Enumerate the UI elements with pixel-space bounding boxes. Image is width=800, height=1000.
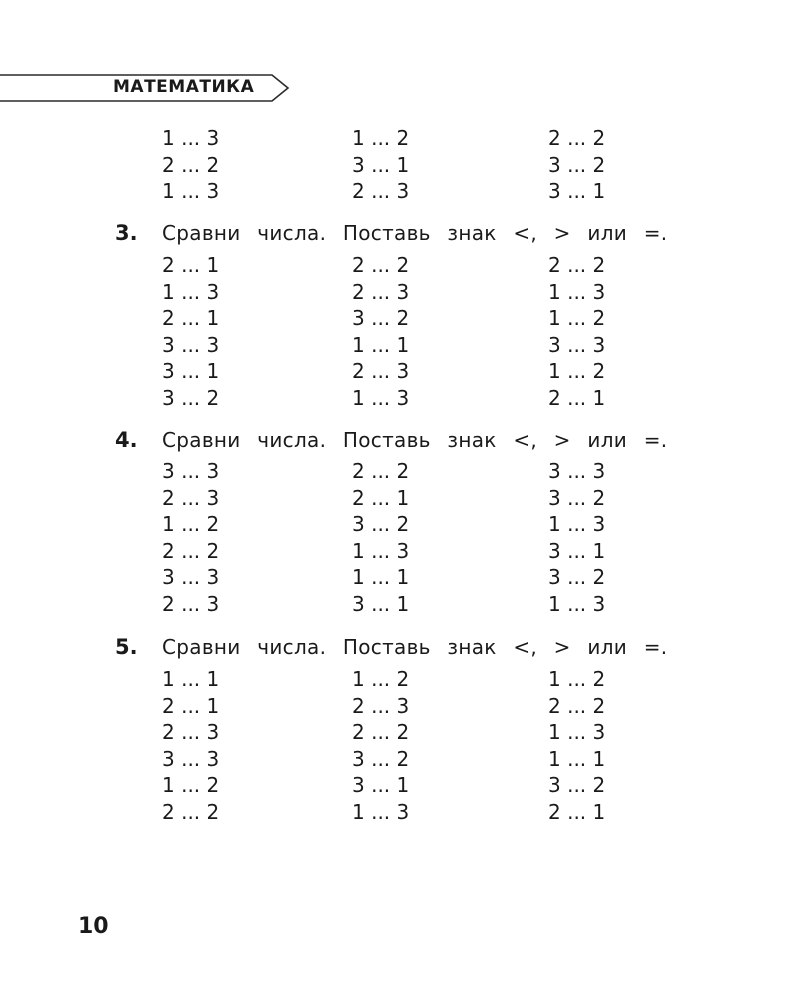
comparison-item: 1 ... 2 [352, 126, 410, 150]
task-5-grid [162, 666, 682, 826]
comparison-item: 2 ... 3 [162, 591, 220, 616]
section-title: МАТЕМАТИКА [113, 77, 255, 97]
comparison-row [162, 458, 682, 485]
section-header [0, 72, 290, 102]
comparison-item: 3 ... 3 [548, 332, 606, 357]
comparison-row [162, 332, 682, 359]
comparison-item: 1 ... 1 [352, 332, 410, 357]
comparison-item: 1 ... 1 [352, 565, 410, 590]
comparison-item: 1 ... 3 [548, 279, 606, 304]
task-instruction: Сравни числа. Поставь знак <, > или =. [162, 221, 668, 245]
comparison-grid-continued [162, 125, 682, 205]
comparison-item: 3 ... 3 [162, 459, 220, 483]
comparison-row [162, 666, 682, 693]
comparison-item: 2 ... 1 [162, 693, 220, 718]
comparison-item: 3 ... 3 [162, 332, 220, 357]
comparison-item: 2 ... 2 [352, 459, 410, 483]
comparison-item: 2 ... 1 [548, 799, 606, 824]
comparison-item: 1 ... 2 [548, 306, 606, 331]
comparison-item: 2 ... 2 [548, 253, 606, 277]
comparison-item: 2 ... 3 [352, 279, 410, 304]
comparison-item: 1 ... 3 [548, 512, 606, 537]
comparison-item: 3 ... 3 [162, 565, 220, 590]
comparison-item: 2 ... 2 [352, 720, 410, 745]
comparison-item: 1 ... 2 [162, 773, 220, 798]
comparison-item: 2 ... 1 [162, 306, 220, 331]
comparison-row [162, 252, 682, 279]
comparison-row [162, 125, 682, 152]
comparison-item: 1 ... 3 [548, 591, 606, 616]
comparison-item: 2 ... 2 [548, 126, 606, 150]
comparison-item: 2 ... 3 [352, 359, 410, 384]
comparison-item: 3 ... 2 [548, 152, 606, 177]
comparison-item: 1 ... 2 [548, 359, 606, 384]
task-number: 4. [115, 428, 138, 452]
comparison-row [162, 358, 682, 385]
comparison-item: 2 ... 3 [162, 485, 220, 510]
comparison-item: 1 ... 3 [352, 385, 410, 410]
comparison-row [162, 485, 682, 512]
comparison-item: 2 ... 2 [548, 693, 606, 718]
comparison-item: 3 ... 1 [548, 538, 606, 563]
task-instruction: Сравни числа. Поставь знак <, > или =. [162, 428, 668, 452]
comparison-item: 3 ... 1 [352, 152, 410, 177]
comparison-item: 2 ... 1 [548, 385, 606, 410]
comparison-item: 2 ... 2 [162, 538, 220, 563]
comparison-item: 2 ... 2 [162, 152, 220, 177]
task-instruction: Сравни числа. Поставь знак <, > или =. [162, 635, 668, 659]
comparison-item: 1 ... 1 [548, 746, 606, 771]
comparison-item: 2 ... 2 [352, 253, 410, 277]
comparison-item: 3 ... 2 [162, 385, 220, 410]
comparison-row [162, 279, 682, 306]
comparison-row [162, 564, 682, 591]
comparison-item: 2 ... 2 [162, 799, 220, 824]
comparison-row [162, 799, 682, 826]
task-number: 3. [115, 221, 138, 245]
page-number: 10 [78, 914, 109, 939]
comparison-item: 2 ... 3 [352, 179, 410, 204]
comparison-row [162, 511, 682, 538]
comparison-item: 1 ... 3 [162, 279, 220, 304]
task-number: 5. [115, 635, 138, 659]
comparison-row [162, 385, 682, 412]
comparison-row [162, 693, 682, 720]
comparison-item: 1 ... 3 [162, 126, 220, 150]
comparison-item: 2 ... 3 [162, 720, 220, 745]
comparison-row [162, 178, 682, 205]
comparison-item: 3 ... 2 [352, 512, 410, 537]
comparison-item: 3 ... 2 [548, 485, 606, 510]
comparison-row [162, 719, 682, 746]
comparison-item: 2 ... 3 [352, 693, 410, 718]
comparison-item: 1 ... 3 [352, 538, 410, 563]
comparison-item: 1 ... 3 [352, 799, 410, 824]
task-3-grid [162, 252, 682, 412]
comparison-item: 3 ... 1 [162, 359, 220, 384]
task-3-heading [115, 219, 735, 247]
comparison-item: 1 ... 3 [548, 720, 606, 745]
comparison-item: 3 ... 1 [352, 591, 410, 616]
task-4-heading [115, 426, 735, 454]
comparison-row [162, 591, 682, 618]
comparison-item: 1 ... 2 [162, 512, 220, 537]
comparison-row [162, 772, 682, 799]
comparison-item: 3 ... 3 [548, 459, 606, 483]
comparison-item: 2 ... 1 [352, 485, 410, 510]
comparison-item: 3 ... 2 [352, 306, 410, 331]
task-4-grid [162, 458, 682, 618]
task-5-heading [115, 633, 735, 661]
comparison-item: 3 ... 2 [548, 565, 606, 590]
comparison-row [162, 152, 682, 179]
comparison-item: 3 ... 1 [548, 179, 606, 204]
comparison-item: 1 ... 2 [352, 667, 410, 691]
comparison-item: 2 ... 1 [162, 253, 220, 277]
comparison-item: 3 ... 2 [352, 746, 410, 771]
comparison-item: 3 ... 1 [352, 773, 410, 798]
comparison-item: 1 ... 1 [162, 667, 220, 691]
comparison-row [162, 746, 682, 773]
comparison-item: 3 ... 3 [162, 746, 220, 771]
comparison-item: 1 ... 2 [548, 667, 606, 691]
comparison-item: 3 ... 2 [548, 773, 606, 798]
comparison-row [162, 538, 682, 565]
comparison-row [162, 305, 682, 332]
comparison-item: 1 ... 3 [162, 179, 220, 204]
